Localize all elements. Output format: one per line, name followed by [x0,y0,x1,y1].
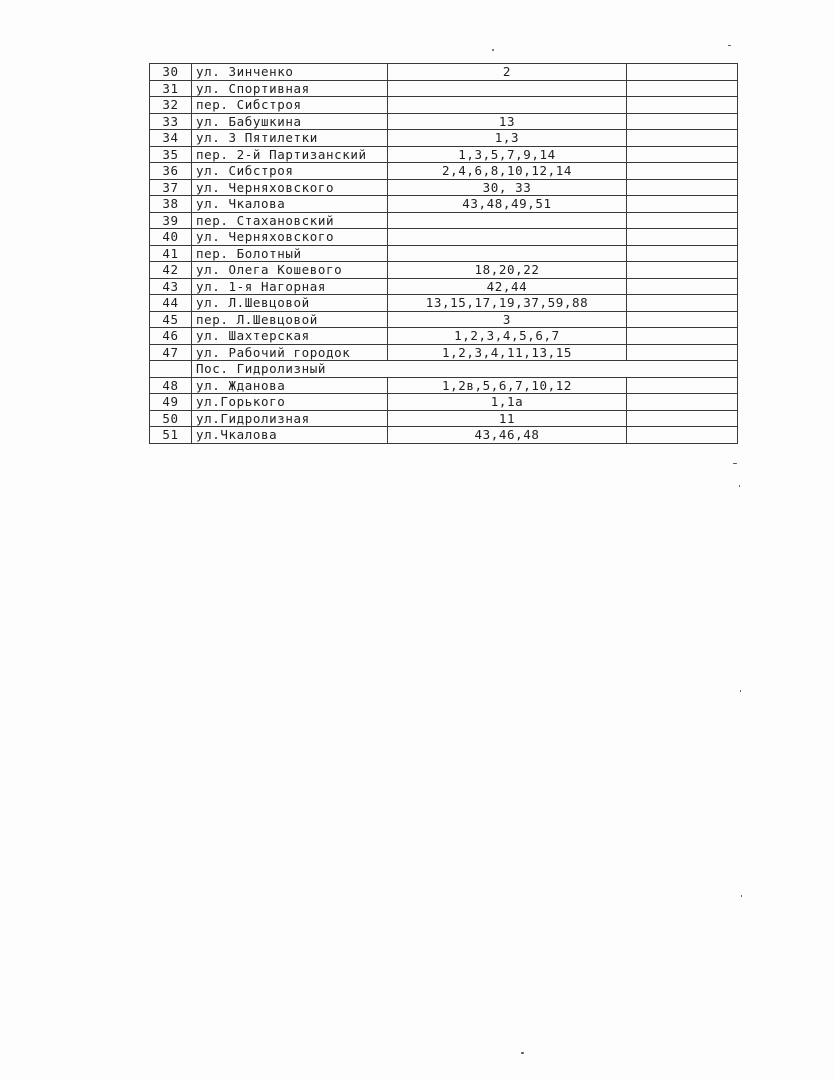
street-name: ул. Черняховского [192,229,388,246]
extra-cell [627,113,738,130]
extra-cell [627,377,738,394]
table-row [150,146,738,163]
scan-speck [740,690,741,692]
street-name: ул. Зинченко [192,64,388,81]
house-numbers: 11 [388,410,627,427]
table-row [150,278,738,295]
house-numbers: 43,46,48 [388,427,627,444]
extra-cell [627,410,738,427]
street-name: пер. Л.Шевцовой [192,311,388,328]
extra-cell [627,179,738,196]
row-number: 50 [150,410,192,427]
row-number: 43 [150,278,192,295]
house-numbers: 2 [388,64,627,81]
row-number: 46 [150,328,192,345]
table-row [150,328,738,345]
section-title: Пос. Гидролизный [192,361,738,378]
row-number: 48 [150,377,192,394]
row-number: 36 [150,163,192,180]
extra-cell [627,64,738,81]
table-row [150,113,738,130]
scan-speck [733,463,737,464]
table-row [150,179,738,196]
row-number: 41 [150,245,192,262]
row-number: 35 [150,146,192,163]
street-name: пер. 2-й Партизанский [192,146,388,163]
table-row [150,64,738,81]
street-name: ул. Сибстроя [192,163,388,180]
street-name: ул. 1-я Нагорная [192,278,388,295]
extra-cell [627,229,738,246]
extra-cell [627,80,738,97]
row-number: 32 [150,97,192,114]
street-name: ул. Рабочий городок [192,344,388,361]
extra-cell [627,394,738,411]
table-row [150,97,738,114]
street-name: пер. Стахановский [192,212,388,229]
row-number: 51 [150,427,192,444]
street-name: ул. Черняховского [192,179,388,196]
row-number: 30 [150,64,192,81]
row-number: 37 [150,179,192,196]
house-numbers: 3 [388,311,627,328]
table-row [150,377,738,394]
house-numbers: 30, 33 [388,179,627,196]
street-name: ул.Гидролизная [192,410,388,427]
scan-speck [492,49,494,51]
street-name: ул. Бабушкина [192,113,388,130]
table-row [150,427,738,444]
row-number: 45 [150,311,192,328]
street-name: ул. Олега Кошевого [192,262,388,279]
row-number: 44 [150,295,192,312]
extra-cell [627,130,738,147]
scan-speck [521,1052,524,1054]
street-name: ул. Л.Шевцовой [192,295,388,312]
house-numbers: 13 [388,113,627,130]
row-number: 38 [150,196,192,213]
street-name: ул.Чкалова [192,427,388,444]
house-numbers [388,80,627,97]
house-numbers: 2,4,6,8,10,12,14 [388,163,627,180]
house-numbers [388,245,627,262]
extra-cell [627,245,738,262]
row-number: 49 [150,394,192,411]
table-row [150,344,738,361]
house-numbers: 1,2,3,4,11,13,15 [388,344,627,361]
row-number: 42 [150,262,192,279]
extra-cell [627,196,738,213]
street-name: ул. Жданова [192,377,388,394]
extra-cell [627,163,738,180]
table-row [150,410,738,427]
row-number: 47 [150,344,192,361]
table-row [150,262,738,279]
table-row [150,229,738,246]
table-row [150,163,738,180]
street-name: ул. Спортивная [192,80,388,97]
house-numbers: 1,2,3,4,5,6,7 [388,328,627,345]
extra-cell [627,427,738,444]
address-table [149,63,738,444]
address-table-body [150,64,738,444]
street-name: ул.Горького [192,394,388,411]
house-numbers [388,212,627,229]
section-row [150,361,738,378]
house-numbers: 43,48,49,51 [388,196,627,213]
table-row [150,212,738,229]
table-row [150,130,738,147]
street-name: ул. Шахтерская [192,328,388,345]
house-numbers [388,97,627,114]
house-numbers [388,229,627,246]
street-name: ул. Чкалова [192,196,388,213]
house-numbers: 1,2в,5,6,7,10,12 [388,377,627,394]
table-row [150,80,738,97]
table-row [150,311,738,328]
house-numbers: 42,44 [388,278,627,295]
extra-cell [627,295,738,312]
house-numbers: 18,20,22 [388,262,627,279]
row-number-empty [150,361,192,378]
scan-speck [739,485,740,487]
extra-cell [627,278,738,295]
house-numbers: 1,1а [388,394,627,411]
extra-cell [627,328,738,345]
extra-cell [627,146,738,163]
table-row [150,196,738,213]
extra-cell [627,262,738,279]
house-numbers: 13,15,17,19,37,59,88 [388,295,627,312]
scan-speck [728,45,731,46]
extra-cell [627,311,738,328]
row-number: 39 [150,212,192,229]
row-number: 33 [150,113,192,130]
extra-cell [627,344,738,361]
house-numbers: 1,3 [388,130,627,147]
extra-cell [627,97,738,114]
table-row [150,394,738,411]
row-number: 40 [150,229,192,246]
extra-cell [627,212,738,229]
table-row [150,295,738,312]
street-name: ул. 3 Пятилетки [192,130,388,147]
street-name: пер. Болотный [192,245,388,262]
street-name: пер. Сибстроя [192,97,388,114]
scan-speck [741,895,742,897]
row-number: 31 [150,80,192,97]
row-number: 34 [150,130,192,147]
house-numbers: 1,3,5,7,9,14 [388,146,627,163]
table-row [150,245,738,262]
